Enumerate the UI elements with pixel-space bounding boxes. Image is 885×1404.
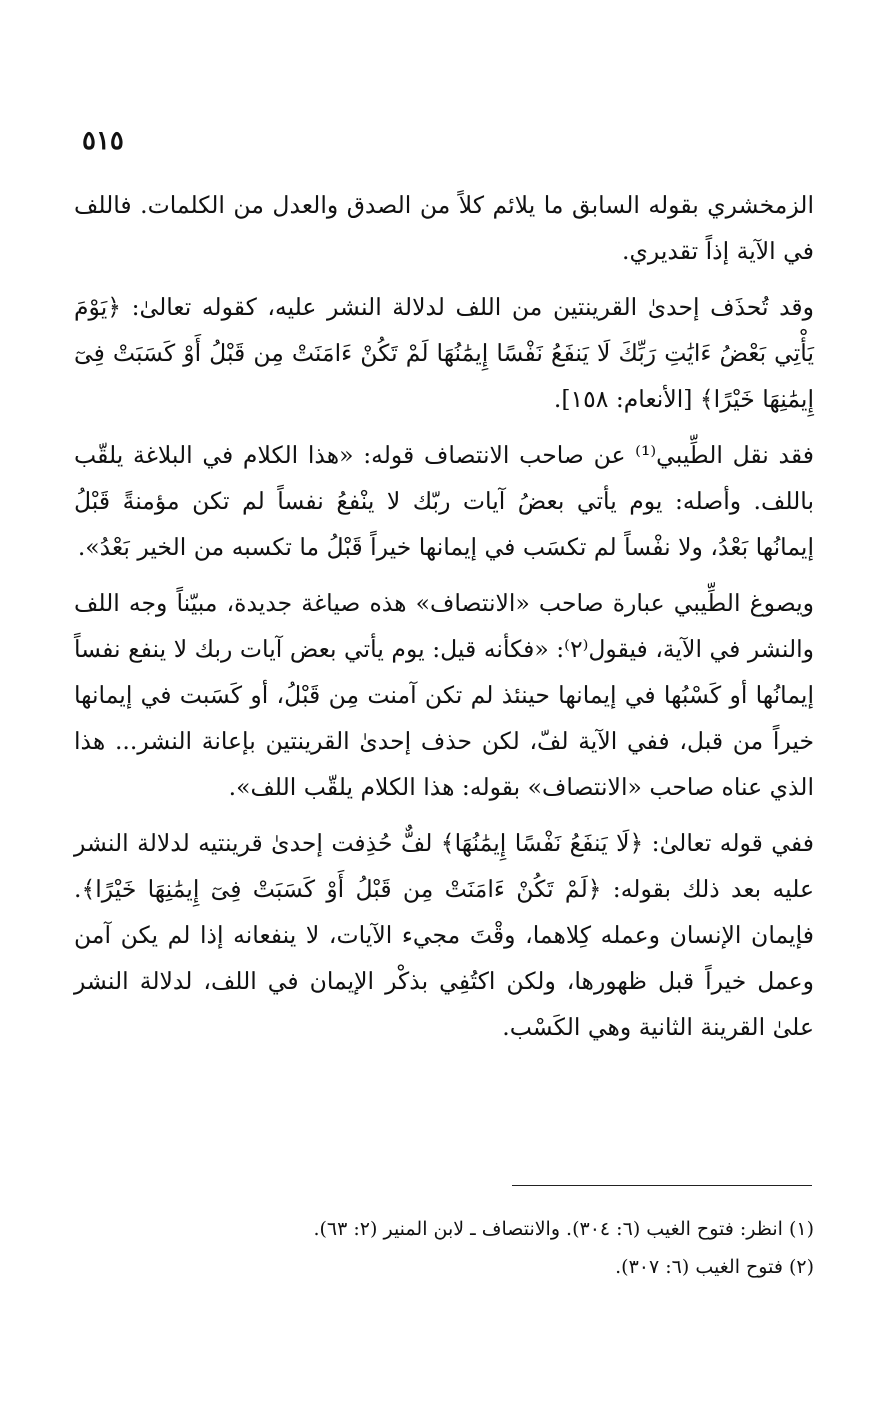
main-text bbox=[74, 182, 814, 1060]
paragraph: وقد تُحذَف إحدىٰ القرينتين من اللف لدلالة النشر عليه، كقوله تعالىٰ: ﴿يَوْمَ يَأْتِي بَعْضُ ءَايَٰتِ رَبِّكَ لَا يَنفَعُ نَفْسًا إِيمَٰنُهَا لَمْ تَكُنْ ءَامَنَتْ مِن قَبْلُ أَوْ كَسَبَتْ فِىٓ إِيمَٰنِهَا خَيْرًا﴾ [الأنعام: ١٥٨]. bbox=[74, 293, 814, 413]
paragraph: ويصوغ الطِّيبي عبارة صاحب «الانتصاف» هذه صياغة جديدة، مبيّناً وجه اللف والنشر في الآية، فيقول⁽٢⁾: «فكأنه قيل: يوم يأتي بعض آيات ربك لا ينفع نفساً إيمانُها أو كَسْبُها في إيمانها حينئذ لم تكن آمنت مِن قَبْلُ، أو كَسَبت في إيمانها خيراً من قبل، ففي الآية لفّ، لكن حذف إحدىٰ القرينتين بإعانة النشر... هذا الذي عناه صاحب «الانتصاف» بقوله: هذا الكلام يلقّب اللف». bbox=[74, 589, 814, 801]
footnotes bbox=[74, 1210, 814, 1286]
page-number: ٥١٥ bbox=[82, 126, 124, 156]
footnote: (٢) فتوح الغيب (٦: ٣٠٧). bbox=[615, 1256, 814, 1278]
footnote-divider bbox=[512, 1185, 812, 1186]
footnote: (١) انظر: فتوح الغيب (٦: ٣٠٤). والانتصاف ـ لابن المنير (٢: ٦٣). bbox=[313, 1218, 814, 1240]
paragraph: ففي قوله تعالىٰ: ﴿لَا يَنفَعُ نَفْسًا إِيمَٰنُهَا﴾ لفٌّ حُذِفت إحدىٰ قرينتيه لدلالة النشر عليه بعد ذلك بقوله: ﴿لَمْ تَكُنْ ءَامَنَتْ مِن قَبْلُ أَوْ كَسَبَتْ فِىٓ إِيمَٰنِهَا خَيْرًا﴾. فإيمان الإنسان وعمله كِلاهما، وقْتَ مجيء الآيات، لا ينفعانه إذا لم يكن آمن وعمل خيراً قبل ظهورها، ولكن اكتُفِي بذكْر الإيمان في اللف، لدلالة النشر علىٰ القرينة الثانية وهي الكَسْب. bbox=[74, 829, 814, 1041]
paragraph: فقد نقل الطِّيبي⁽¹⁾ عن صاحب الانتصاف قوله: «هذا الكلام في البلاغة يلقّب باللف. وأصله: يوم يأتي بعضُ آيات ربّك لا ينْفعُ نفساً لم تكن مؤمنةً قَبْلُ إيمانُها بَعْدُ، ولا نفْساً لم تكسَب في إيمانها خيراً قَبْلُ ما تكسبه من الخير بَعْدُ». bbox=[74, 441, 814, 561]
paragraph: الزمخشري بقوله السابق ما يلائم كلاً من الصدق والعدل من الكلمات. فاللف في الآية إذاً تقديري. bbox=[74, 191, 814, 265]
